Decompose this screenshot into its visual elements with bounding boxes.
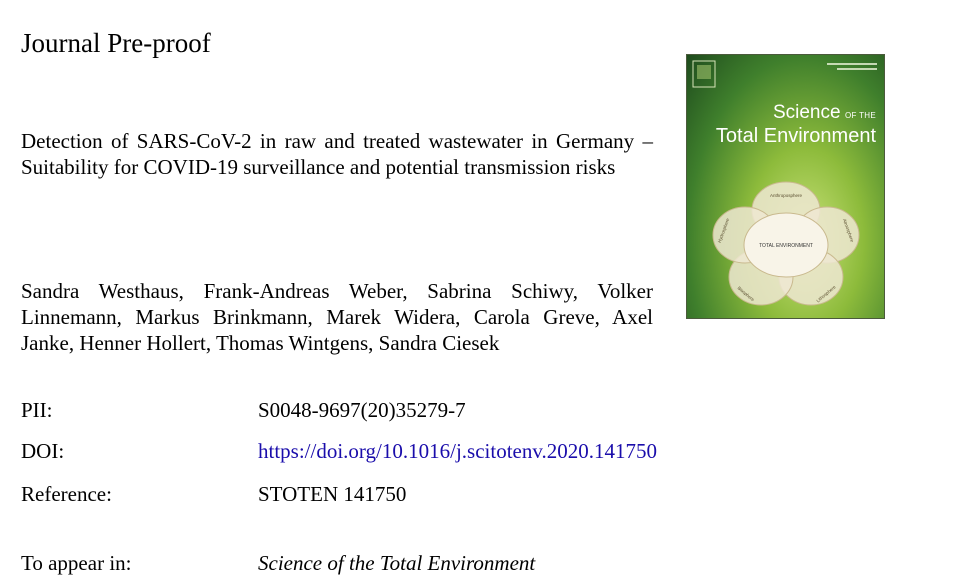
cover-petal-label: Biosphere	[736, 285, 756, 303]
reference-label: Reference:	[21, 482, 112, 506]
doi-link[interactable]: https://doi.org/10.1016/j.scitotenv.2020.141750	[258, 439, 657, 463]
cover-petal-label: Hydrosphere	[716, 217, 731, 244]
doi-label: DOI:	[21, 439, 65, 463]
cover-petal-label: Lithosphere	[815, 284, 837, 304]
author-list: Sandra Westhaus, Frank-Andreas Weber, Sabrina Schiwy, Volker Linnemann, Markus Brinkmann, Marek Widera, Carola Greve, Axel Janke, Henner Hollert, Thomas Wintgens, Sandra Ciesek	[21, 279, 653, 355]
cover-title	[701, 103, 876, 146]
cover-title-of-the: OF THE	[845, 111, 876, 120]
journal-cover-image	[686, 54, 885, 319]
reference-value: STOTEN 141750	[258, 482, 407, 506]
appear-in-label: To appear in:	[21, 551, 132, 575]
cover-artwork	[687, 55, 885, 319]
cover-petal-label: Anthroposphere	[769, 193, 803, 198]
cover-petal-label: Atmosphere	[841, 218, 855, 243]
pii-value: S0048-9697(20)35279-7	[258, 398, 466, 422]
article-title: Detection of SARS-CoV-2 in raw and treated wastewater in Germany – Suitability for COVID-19 surveillance and potential transmission risks	[21, 129, 653, 179]
cover-center-label: TOTAL ENVIRONMENT	[759, 243, 813, 249]
cover-title-total-environment: Total Environment	[715, 125, 876, 147]
journal-name: Science of the Total Environment	[258, 551, 536, 575]
journal-pre-proof-heading: Journal Pre-proof	[21, 28, 211, 58]
cover-title-science: Science	[772, 102, 841, 123]
pii-label: PII:	[21, 398, 53, 422]
